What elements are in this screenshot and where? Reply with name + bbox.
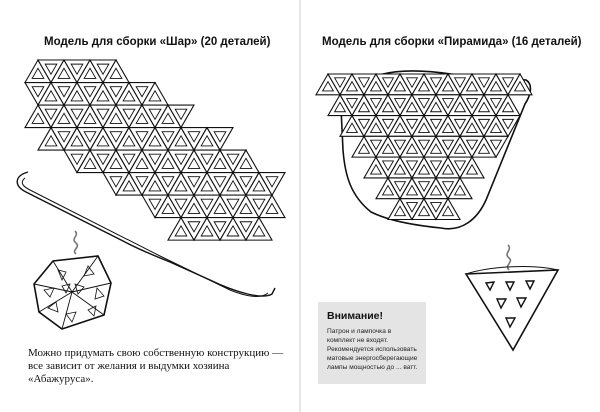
triangle-cells <box>316 74 532 219</box>
ball-caption: Можно придумать свою собственную конструкцию — все зависит от желания и выдумки хозяина «Абажуруса». <box>28 347 284 385</box>
pyramid-assembly-pattern <box>316 71 532 229</box>
ball-model-title: Модель для сборки «Шар» (20 деталей) <box>44 36 271 48</box>
left-page <box>0 0 299 412</box>
warning-box <box>318 302 426 384</box>
triangle-cells <box>25 60 285 240</box>
right-page <box>301 0 600 412</box>
pyramid-lamp-model <box>466 245 558 350</box>
warning-heading: Внимание! <box>327 310 383 322</box>
pyramid-model-title: Модель для сборки «Пирамида» (16 деталей) <box>322 36 582 48</box>
warning-text: Патрон и лампочка в комплект не входят. Рекомендуется использовать матовые энергосберегающие лампы мощностью до ... ватт. <box>327 328 418 371</box>
ball-lamp-model <box>34 231 111 329</box>
